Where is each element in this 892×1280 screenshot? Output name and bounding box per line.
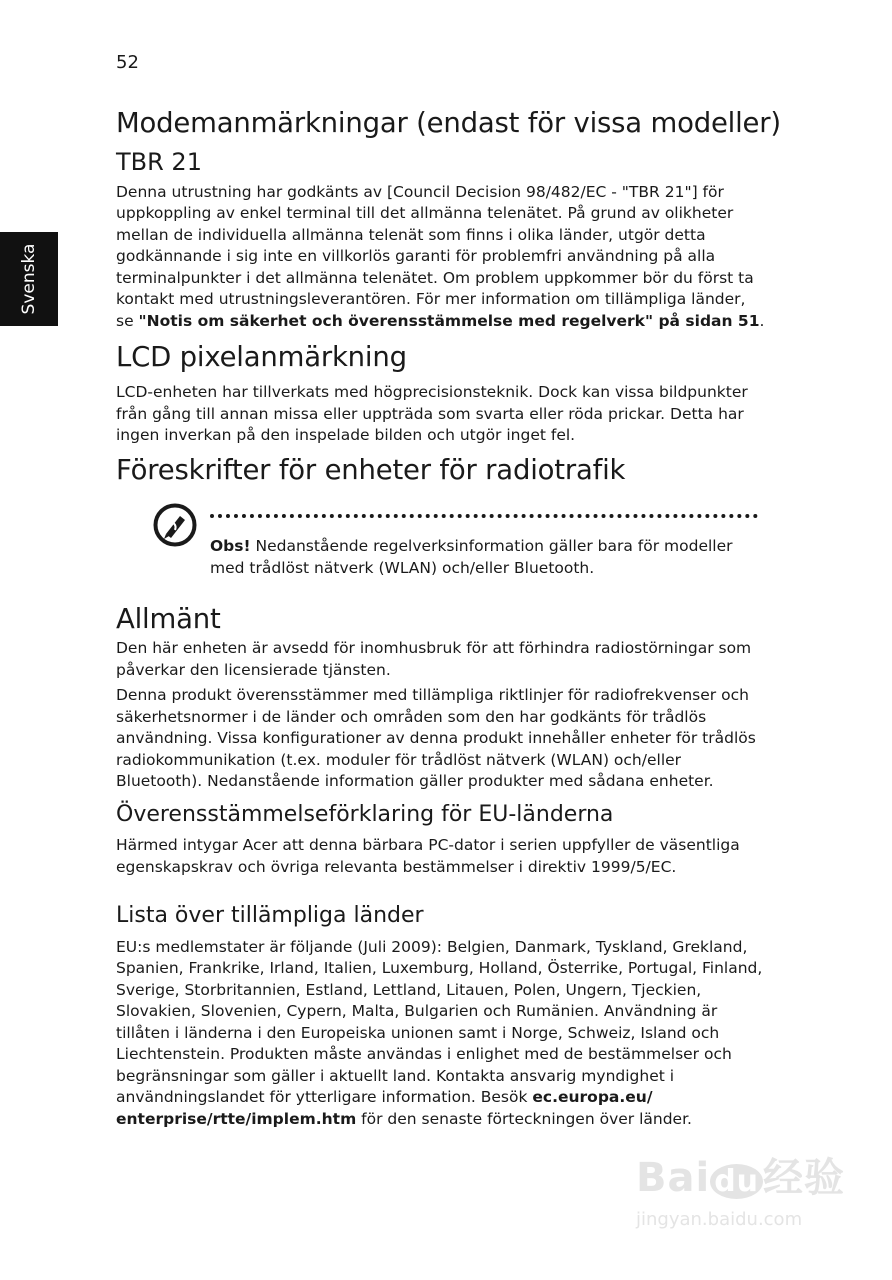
- country-list-paragraph: [116, 937, 766, 1131]
- tbr-heading: TBR 21: [116, 147, 202, 176]
- country-list-text: EU:s medlemstater är följande (Juli 2009): Belgien, Danmark, Tyskland, Grekland, Spanien, Frankrike, Irland, Italien, Luxemburg, Holland, Österrike, Portugal, Finland, Sverige, Storbritannien, Estland, Lettland, Litauen, Polen, Ungern, Tjeckien, Slovakien, Slovenien, Cypern, Malta, Bulgarien och Rumänien. Användning är tillåten i länderna i den Europeiska unionen samt i Norge, Schweiz, Island och Liechtenstein. Produkten måste användas i enlighet med de bestämmelser och begränsningar som gäller i aktuellt land. Kontakta ansvarig myndighet i användningslandet för ytterligare information. Besök: [116, 937, 763, 1107]
- note-dotted-divider: [210, 514, 758, 518]
- watermark-logo: [636, 1146, 846, 1203]
- tbr-text: Denna utrustning har godkänts av [Council Decision 98/482/EC - "TBR 21"] för uppkoppling av enkel terminal till det allmänna telenätet. På grund av olikheter mellan de individuella allmänna telenät som finns i olika länder, utgör detta godkännande i sig inte en villkorlös garanti för problemfri användning på alla terminalpunkter i det allmänna telenätet. Om problem uppkommer bör du först ta kontakt med utrustningsleverantören. För mer information om tillämpliga länder, se: [116, 182, 754, 330]
- page-number: 52: [116, 52, 139, 73]
- note-box: [116, 502, 766, 594]
- baidu-watermark: [636, 1146, 846, 1266]
- language-label: Svenska: [19, 243, 39, 315]
- watermark-paw-du: du: [710, 1164, 763, 1199]
- note-pen-icon: [152, 502, 198, 548]
- allmant-heading: Allmänt: [116, 603, 221, 636]
- allmant-paragraph-1: Den här enheten är avsedd för inomhusbruk för att förhindra radiostörningar som påverkar den licensierade tjänsten.: [116, 639, 752, 679]
- note-text: [210, 536, 750, 579]
- country-list-heading: Lista över tillämpliga länder: [116, 903, 424, 929]
- watermark-url: jingyan.baidu.com: [636, 1209, 803, 1230]
- modem-heading: Modemanmärkningar (endast för vissa modeller): [116, 107, 781, 139]
- watermark-logo-jingyan: 经验: [763, 1155, 846, 1201]
- tbr-cross-reference: "Notis om säkerhet och överensstämmelse med regelverk" på sidan 51: [138, 311, 760, 330]
- europa-link[interactable]: ec.europa.eu/ enterprise/rtte/implem.htm: [116, 1088, 653, 1128]
- tbr-text-end: .: [759, 311, 765, 330]
- allmant-paragraph-2: Denna produkt överensstämmer med tillämpliga riktlinjer för radiofrekvenser och säkerhetsnormer i de länder och områden som den har godkänts för trådlös användning. Vissa konfigurationer av denna produkt innehåller enheter för trådlös radiokommunikation (t.ex. moduler för trådlöst nätverk (WLAN) och/eller Bluetooth). Nedanstående information gäller produkter med sådana enheter.: [116, 686, 756, 791]
- note-label: Obs!: [210, 537, 251, 556]
- country-list-text-end: för den senaste förteckningen över länder.: [356, 1109, 692, 1128]
- lcd-paragraph: LCD-enheten har tillverkats med högprecisionsteknik. Dock kan vissa bildpunkter från gång till annan missa eller uppträda som svarta eller röda prickar. Detta har ingen inverkan på den inspelade bilden och utgör inget fel.: [116, 383, 748, 445]
- radio-heading: Föreskrifter för enheter för radiotrafik: [116, 453, 626, 486]
- tbr-paragraph: [116, 182, 766, 333]
- language-side-tab: [0, 232, 58, 326]
- eu-declaration-heading: Överensstämmelseförklaring för EU-länderna: [116, 801, 614, 827]
- eu-declaration-paragraph: Härmed intygar Acer att denna bärbara PC-dator i serien uppfyller de väsentliga egenskapskrav och övriga relevanta bestämmelser i direktiv 1999/5/EC.: [116, 836, 740, 876]
- lcd-heading: LCD pixelanmärkning: [116, 341, 407, 374]
- note-body: Nedanstående regelverksinformation gäller bara för modeller med trådlöst nätverk (WLAN) och/eller Bluetooth.: [210, 537, 733, 577]
- page-content: [116, 104, 781, 1130]
- watermark-logo-bai: Bai: [636, 1155, 711, 1201]
